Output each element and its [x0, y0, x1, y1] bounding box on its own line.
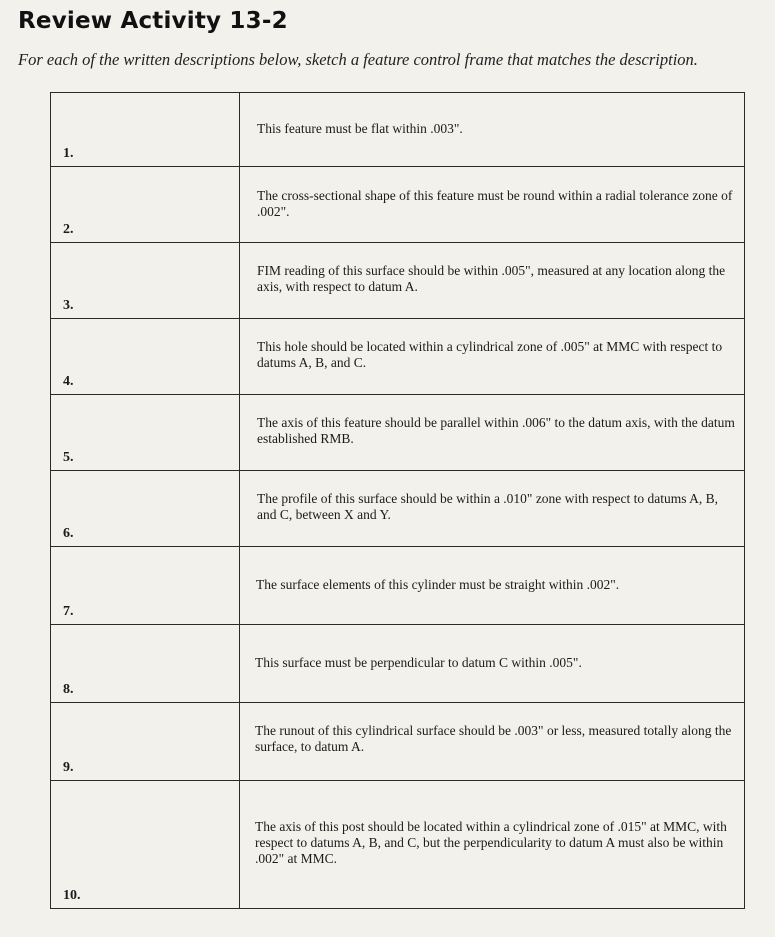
- activity-table: [50, 92, 745, 909]
- item-description: This feature must be flat within .003".: [257, 121, 463, 136]
- item-number: 3.: [63, 298, 74, 313]
- item-description: This surface must be perpendicular to datum C within .005".: [255, 655, 582, 670]
- item-number: 7.: [63, 604, 74, 619]
- table-row: [51, 781, 745, 909]
- description-cell: [240, 625, 745, 703]
- sketch-area[interactable]: [51, 319, 240, 395]
- item-description: The profile of this surface should be within a .010" zone with respect to datums A, B, and C, between X and Y.: [257, 491, 719, 522]
- item-number: 9.: [63, 760, 74, 775]
- item-description: This hole should be located within a cylindrical zone of .005" at MMC with respect to datums A, B, and C.: [257, 339, 723, 370]
- description-cell: [240, 703, 745, 781]
- sketch-area[interactable]: [51, 703, 240, 781]
- item-description: The surface elements of this cylinder must be straight within .002".: [256, 577, 620, 592]
- table-row: [51, 93, 745, 167]
- item-number: 2.: [63, 222, 74, 237]
- item-number: 8.: [63, 682, 74, 697]
- sketch-area[interactable]: [51, 93, 240, 167]
- table-row: [51, 395, 745, 471]
- description-cell: [240, 395, 745, 471]
- sketch-area[interactable]: [51, 167, 240, 243]
- item-description: The cross-sectional shape of this feature must be round within a radial tolerance zone of .002".: [257, 188, 733, 219]
- item-number: 1.: [63, 146, 74, 161]
- item-number: 10.: [63, 888, 81, 903]
- sketch-area[interactable]: [51, 471, 240, 547]
- description-cell: [240, 781, 745, 909]
- item-description: The runout of this cylindrical surface should be .003" or less, measured totally along the surface, to datum A.: [255, 723, 732, 754]
- sketch-area[interactable]: [51, 781, 240, 909]
- item-description: The axis of this feature should be parallel within .006" to the datum axis, with the datum established RMB.: [257, 415, 735, 446]
- item-number: 5.: [63, 450, 74, 465]
- item-description: FIM reading of this surface should be within .005", measured at any location along the axis, with respect to datum A.: [257, 263, 726, 294]
- table-row: [51, 471, 745, 547]
- sketch-area[interactable]: [51, 395, 240, 471]
- activity-title: Review Activity 13-2: [18, 8, 288, 34]
- table-row: [51, 625, 745, 703]
- item-description: The axis of this post should be located within a cylindrical zone of .015" at MMC, with respect to datums A, B, and C, but the perpendicularity to datum A must also be within .002" at MMC.: [255, 819, 727, 866]
- item-number: 6.: [63, 526, 74, 541]
- sketch-area[interactable]: [51, 243, 240, 319]
- description-cell: [240, 243, 745, 319]
- description-cell: [240, 471, 745, 547]
- item-number: 4.: [63, 374, 74, 389]
- description-cell: [240, 93, 745, 167]
- description-cell: [240, 319, 745, 395]
- sketch-area[interactable]: [51, 625, 240, 703]
- description-cell: [240, 547, 745, 625]
- table-row: [51, 547, 745, 625]
- activity-instructions: For each of the written descriptions below, sketch a feature control frame that matches the description.: [18, 50, 698, 69]
- sketch-area[interactable]: [51, 547, 240, 625]
- table-row: [51, 167, 745, 243]
- table-row: [51, 319, 745, 395]
- table-row: [51, 703, 745, 781]
- table-row: [51, 243, 745, 319]
- description-cell: [240, 167, 745, 243]
